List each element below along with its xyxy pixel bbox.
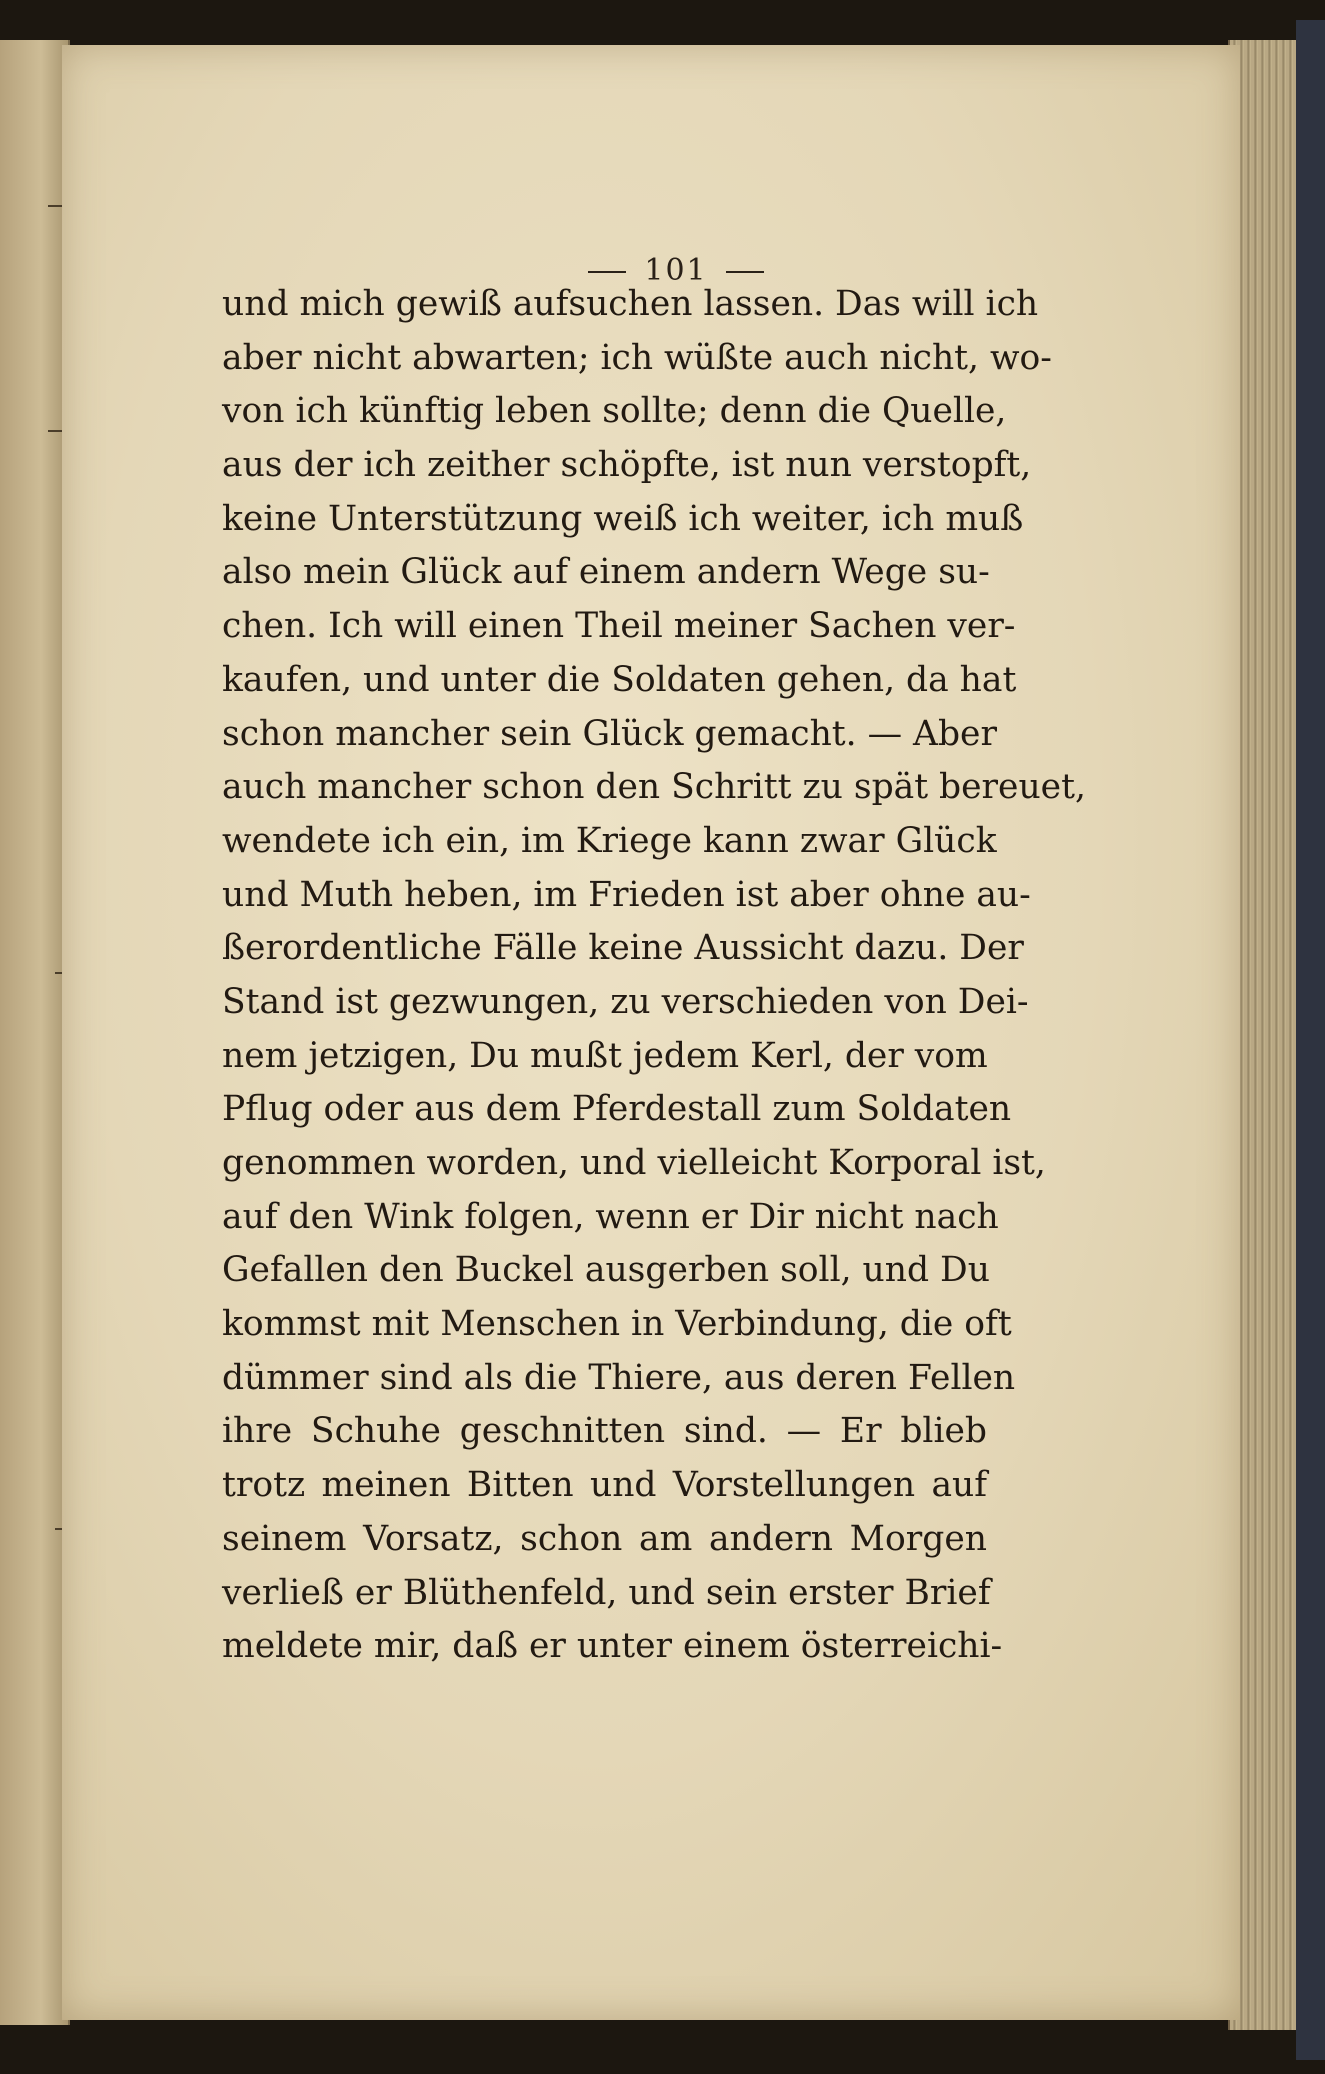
text-line: Pflug oder aus dem Pferdestall zum Soldaten <box>222 1089 1012 1130</box>
text-line: auch mancher schon den Schritt zu spät bereuet, <box>222 767 1086 808</box>
text-line: meldete mir, daß er unter einem österreichi- <box>222 1626 1003 1667</box>
page-number-right-dash <box>726 271 764 273</box>
text-line: aber nicht abwarten; ich wüßte auch nicht, wo- <box>222 337 1052 378</box>
text-line: nem jetzigen, Du mußt jedem Kerl, der vom <box>222 1035 988 1076</box>
page-number-left-dash <box>588 271 626 273</box>
text-line: chen. Ich will einen Theil meiner Sachen ver- <box>222 606 1016 647</box>
text-line: seinem Vorsatz, schon am andern Morgen <box>222 1518 987 1559</box>
text-line: ßerordentliche Fälle keine Aussicht dazu. Der <box>222 928 1024 969</box>
text-line: ihre Schuhe geschnitten sind. — Er blieb <box>222 1411 987 1452</box>
page-number-text: 101 <box>644 253 708 288</box>
text-line: und Muth heben, im Frieden ist aber ohne au- <box>222 874 1031 915</box>
text-line: kaufen, und unter die Soldaten gehen, da hat <box>222 659 1017 700</box>
text-line: auf den Wink folgen, wenn er Dir nicht nach <box>222 1196 999 1237</box>
text-line: dümmer sind als die Thiere, aus deren Fellen <box>222 1357 1016 1398</box>
text-line: von ich künftig leben sollte; denn die Quelle, <box>222 391 1007 432</box>
text-line: genommen worden, und vielleicht Korporal ist, <box>222 1143 1046 1183</box>
text-line: verließ er Blüthenfeld, und sein erster Brief <box>222 1572 991 1613</box>
text-line: aus der ich zeither schöpfte, ist nun verstopft, <box>222 445 1032 486</box>
body-text <box>222 278 1086 1674</box>
text-line: kommst mit Menschen in Verbindung, die oft <box>222 1304 1012 1345</box>
text-line: Gefallen den Buckel ausgerben soll, und Du <box>222 1250 990 1291</box>
text-line: keine Unterstützung weiß ich weiter, ich muß <box>222 498 1024 539</box>
text-line: und mich gewiß aufsuchen lassen. Das will ich <box>222 284 1039 324</box>
text-line: Stand ist gezwungen, zu verschieden von Dei- <box>222 981 1029 1022</box>
text-line: trotz meinen Bitten und Vorstellungen auf <box>222 1465 987 1506</box>
text-line: wendete ich ein, im Kriege kann zwar Glück <box>222 820 997 861</box>
text-line: also mein Glück auf einem andern Wege su- <box>222 552 990 593</box>
text-line: schon mancher sein Glück gemacht. — Aber <box>222 713 997 754</box>
book-cover-edge <box>1296 20 1325 2060</box>
previous-page-edge <box>0 40 70 2025</box>
